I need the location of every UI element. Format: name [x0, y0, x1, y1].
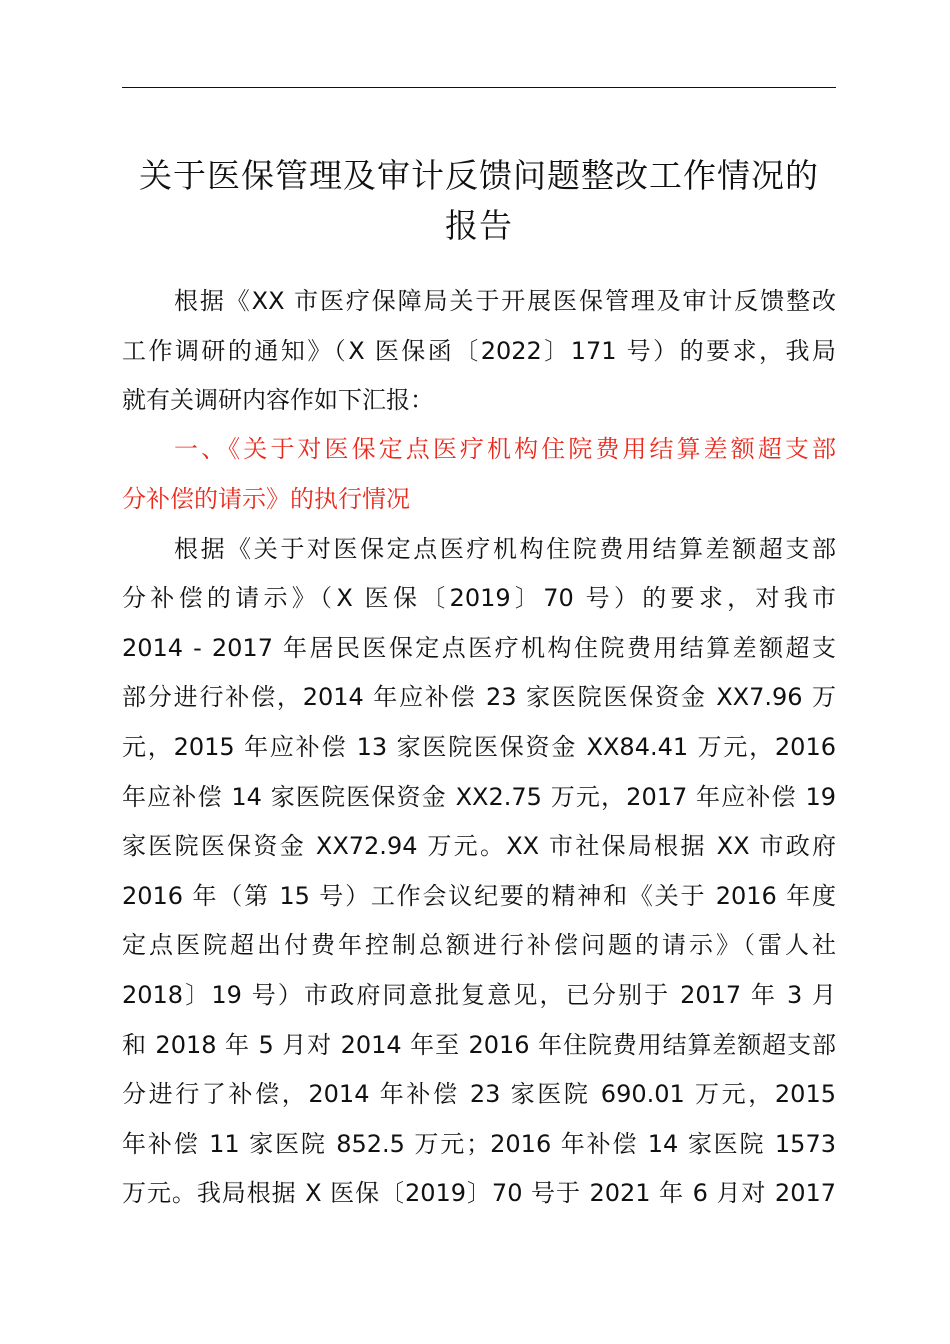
- para2-line-10: 2018〕19 号）市政府同意批复意见，已分别于 2017 年 3 月: [122, 981, 836, 1009]
- para2-line-8: 2016 年（第 15 号）工作会议纪要的精神和《关于 2016 年度: [122, 882, 836, 910]
- section-heading-line-1: 一、《关于对医保定点医疗机构住院费用结算差额超支部: [174, 435, 836, 463]
- para1-line-3: 就有关调研内容作如下汇报：: [122, 386, 434, 414]
- para2-line-3: 2014 - 2017 年居民医保定点医疗机构住院费用结算差额超支: [122, 634, 836, 662]
- para2-line-1: 根据《关于对医保定点医疗机构住院费用结算差额超支部: [174, 535, 836, 563]
- para2-line-4: 部分进行补偿，2014 年应补偿 23 家医院医保资金 XX7.96 万: [122, 683, 836, 711]
- para2-line-13: 年补偿 11 家医院 852.5 万元；2016 年补偿 14 家医院 1573: [122, 1130, 836, 1158]
- para2-line-11: 和 2018 年 5 月对 2014 年至 2016 年住院费用结算差额超支部: [122, 1031, 836, 1059]
- document-title-line-1: 关于医保管理及审计反馈问题整改工作情况的: [139, 156, 819, 195]
- para1-line-1: 根据《XX 市医疗保障局关于开展医保管理及审计反馈整改: [174, 287, 836, 315]
- header-rule: [122, 87, 836, 88]
- para2-line-7: 家医院医保资金 XX72.94 万元。XX 市社保局根据 XX 市政府: [122, 832, 836, 860]
- para2-line-9: 定点医院超出付费年控制总额进行补偿问题的请示》（雷人社: [122, 931, 836, 959]
- para2-line-6: 年应补偿 14 家医院医保资金 XX2.75 万元，2017 年应补偿 19: [122, 783, 836, 811]
- para2-line-12: 分进行了补偿，2014 年补偿 23 家医院 690.01 万元，2015: [122, 1080, 836, 1108]
- para2-line-5: 元，2015 年应补偿 13 家医院医保资金 XX84.41 万元，2016: [122, 733, 836, 761]
- para2-line-2: 分补偿的请示》（X 医保〔2019〕70 号）的要求，对我市: [122, 584, 836, 612]
- para1-line-2: 工作调研的通知》（X 医保函〔2022〕171 号）的要求，我局: [122, 337, 836, 365]
- document-title-line-2: 报告: [445, 206, 513, 245]
- para2-line-14: 万元。我局根据 X 医保〔2019〕70 号于 2021 年 6 月对 2017: [122, 1179, 836, 1207]
- section-heading-line-2: 分补偿的请示》的执行情况: [122, 485, 410, 513]
